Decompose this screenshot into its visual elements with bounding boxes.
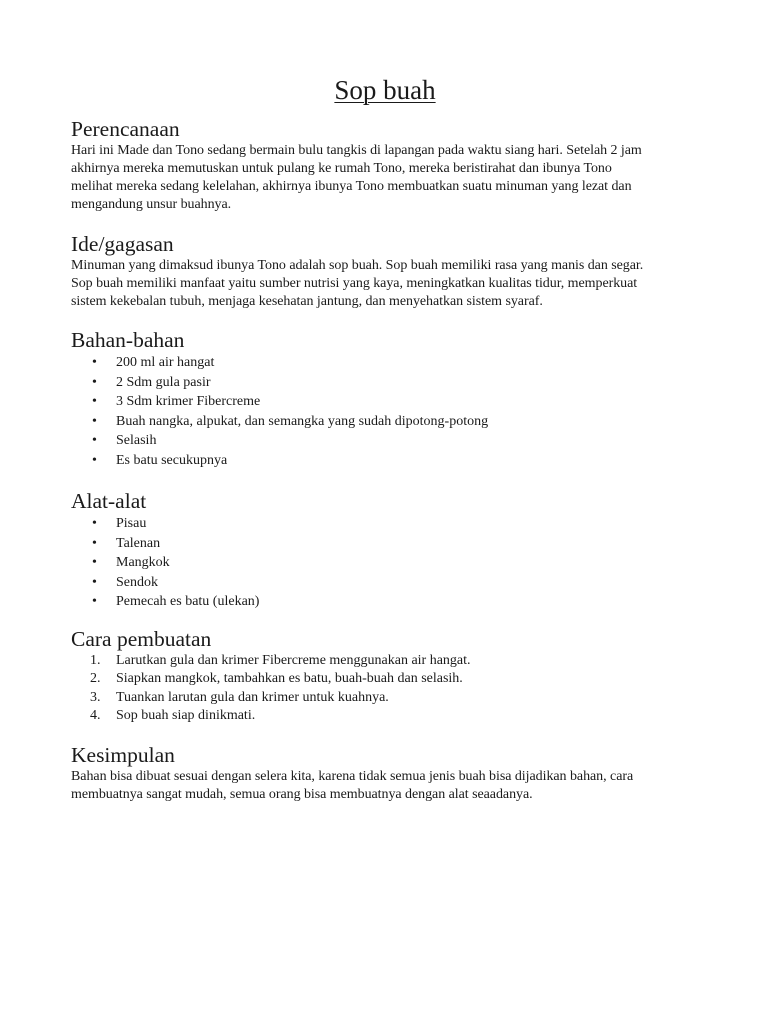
list-item-text: Es batu secukupnya xyxy=(116,452,228,468)
list-item-text: Sendok xyxy=(116,574,158,590)
heading-kesimpulan: Kesimpulan xyxy=(71,742,175,767)
list-item xyxy=(71,573,699,593)
paragraph-line: Bahan bisa dibuat sesuai dengan selera kita, karena tidak semua jenis buah bisa dijadikan bahan, cara xyxy=(71,768,634,784)
bullet-icon: • xyxy=(92,535,97,551)
list-item xyxy=(71,431,699,451)
paragraph-line: Hari ini Made dan Tono sedang bermain bulu tangkis di lapangan pada waktu siang hari. Setelah 2 jam xyxy=(71,143,642,158)
bullet-icon: • xyxy=(92,374,97,390)
list-item xyxy=(71,451,699,471)
bullet-icon: • xyxy=(92,355,97,370)
step-number: 2. xyxy=(90,671,101,686)
list-item-text: Pisau xyxy=(116,516,147,531)
list-item xyxy=(71,412,699,432)
list-item-text: Selasih xyxy=(116,433,157,448)
spacer xyxy=(71,311,699,327)
heading-bahan-bahan: Bahan-bahan xyxy=(71,328,185,352)
bullet-icon: • xyxy=(92,413,97,429)
list-item xyxy=(71,553,699,573)
bullet-icon: • xyxy=(92,452,97,468)
bullet-icon: • xyxy=(92,394,97,409)
list-item-text: Pemecah es batu (ulekan) xyxy=(116,594,260,609)
paragraph-ide-gagasan xyxy=(71,257,699,311)
spacer xyxy=(71,612,699,626)
list-cara-pembuatan xyxy=(71,652,699,726)
paragraph-line: mengandung unsur buahnya. xyxy=(71,197,232,212)
step-number: 3. xyxy=(90,689,101,705)
step-number: 1. xyxy=(90,652,101,668)
spacer xyxy=(71,214,699,231)
spacer xyxy=(71,726,699,742)
list-item xyxy=(71,392,699,412)
list-alat-alat xyxy=(71,514,699,612)
list-item xyxy=(71,707,699,726)
bullet-icon: • xyxy=(92,516,97,531)
list-item xyxy=(71,514,699,534)
spacer xyxy=(71,470,699,488)
bullet-icon: • xyxy=(92,555,97,570)
paragraph-line: akhirnya mereka memutuskan untuk pulang ke rumah Tono, mereka beristirahat dan ibunya Tono xyxy=(71,161,612,176)
list-item xyxy=(71,534,699,554)
list-item-text: Buah nangka, alpukat, dan semangka yang sudah dipotong-potong xyxy=(116,413,489,429)
paragraph-line: Minuman yang dimaksud ibunya Tono adalah sop buah. Sop buah memiliki rasa yang manis dan segar. xyxy=(71,258,644,273)
paragraph-line: melihat mereka sedang kelelahan, akhirnya ibunya Tono membuatkan suatu minuman yang lezat dan xyxy=(71,179,632,194)
list-item xyxy=(71,592,699,612)
heading-alat-alat: Alat-alat xyxy=(71,489,147,513)
list-item xyxy=(71,353,699,373)
list-item-text: 2 Sdm gula pasir xyxy=(116,374,211,390)
list-item-text: Siapkan mangkok, tambahkan es batu, buah-buah dan selasih. xyxy=(116,671,463,686)
list-item-text: 200 ml air hangat xyxy=(116,355,215,370)
list-item-text: Tuankan larutan gula dan krimer untuk kuahnya. xyxy=(116,689,389,705)
paragraph-perencanaan xyxy=(71,142,699,214)
list-item-text: Larutkan gula dan krimer Fibercreme menggunakan air hangat. xyxy=(116,652,471,668)
heading-cara-pembuatan: Cara pembuatan xyxy=(71,626,212,651)
list-item xyxy=(71,670,699,689)
bullet-icon: • xyxy=(92,574,97,590)
list-item-text: Mangkok xyxy=(116,555,170,570)
list-bahan-bahan xyxy=(71,353,699,470)
bullet-icon: • xyxy=(92,594,97,609)
heading-perencanaan: Perencanaan xyxy=(71,117,180,141)
bullet-icon: • xyxy=(92,433,97,448)
list-item xyxy=(71,689,699,708)
list-item-text: 3 Sdm krimer Fibercreme xyxy=(116,394,261,409)
paragraph-line: sistem kekebalan tubuh, menjaga kesehatan jantung, dan menyehatkan sistem syaraf. xyxy=(71,294,543,309)
document-page xyxy=(71,72,699,804)
list-item-text: Sop buah siap dinikmati. xyxy=(116,708,256,723)
list-item xyxy=(71,373,699,393)
paragraph-line: Sop buah memiliki manfaat yaitu sumber nutrisi yang kaya, meningkatkan kualitas tidur, memperkuat xyxy=(71,276,638,291)
list-item-text: Talenan xyxy=(116,535,161,551)
document-title: Sop buah xyxy=(334,75,436,105)
paragraph-kesimpulan xyxy=(71,768,699,804)
paragraph-line: membuatnya sangat mudah, semua orang bisa membuatnya dengan alat seaadanya. xyxy=(71,786,533,802)
step-number: 4. xyxy=(90,708,101,723)
heading-ide-gagasan: Ide/gagasan xyxy=(71,232,174,256)
list-item xyxy=(71,652,699,671)
